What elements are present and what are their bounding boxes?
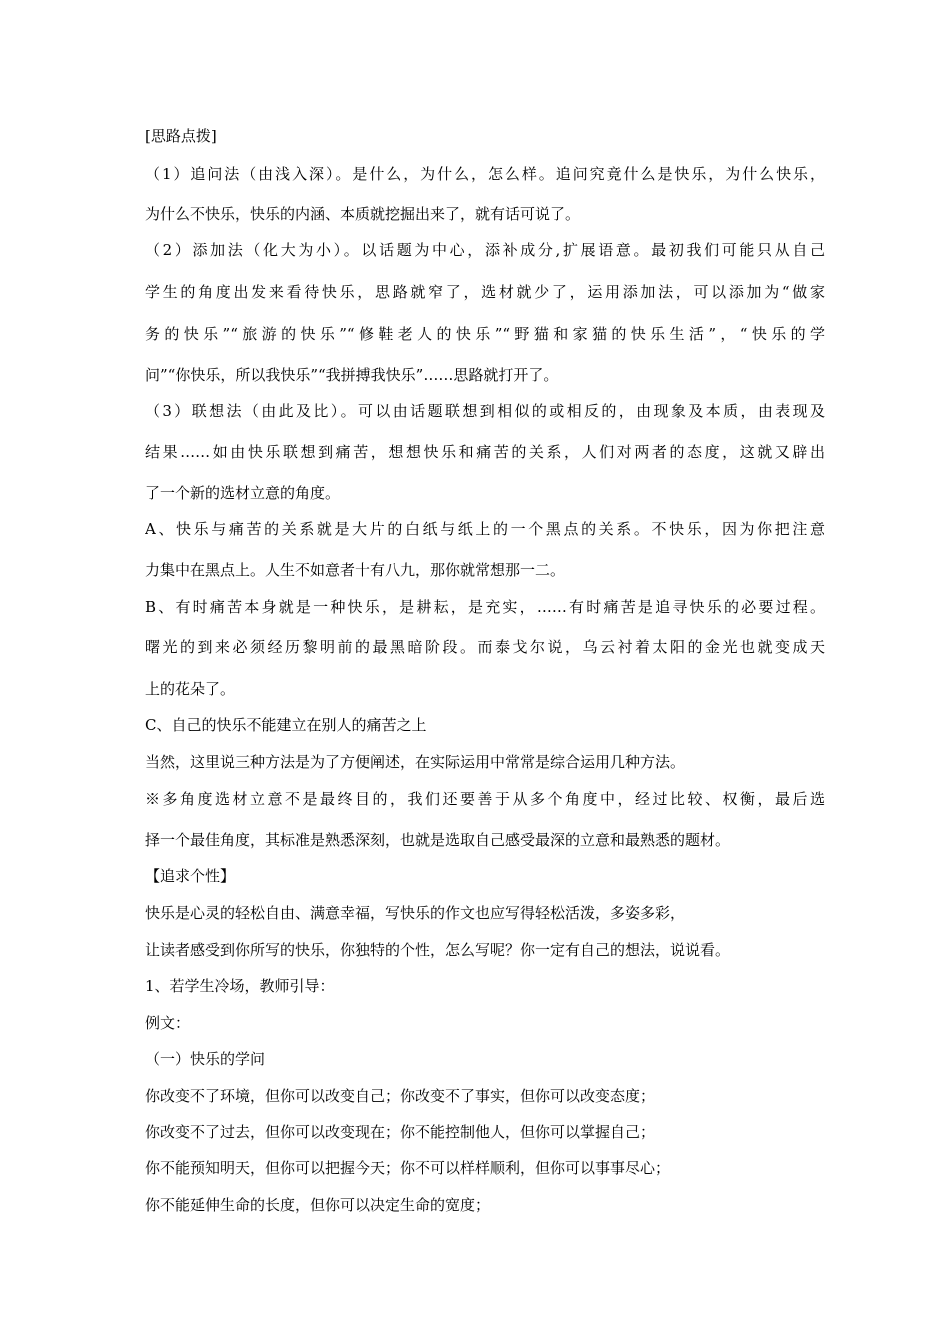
paragraph-line: 结果……如由快乐联想到痛苦，想想快乐和痛苦的关系，人们对两者的态度，这就又辟出 [145,443,825,461]
paragraph-line: 力集中在黑点上。人生不如意者十有八九，那你就常想那一二。 [145,561,566,579]
paragraph-line: 问”“你快乐，所以我快乐”“我拼搏我快乐”……思路就打开了。 [145,366,559,384]
paragraph-line: C、自己的快乐不能建立在别人的痛苦之上 [145,716,427,734]
paragraph-line: 务的快乐”“旅游的快乐”“修鞋老人的快乐”“野猫和家猫的快乐生活”，“快乐的学 [145,325,825,343]
paragraph-line: （3）联想法（由此及比）。可以由话题联想到相似的或相反的，由现象及本质，由表现及 [145,402,825,420]
paragraph-line: 1、若学生冷场，教师引导： [145,977,335,995]
paragraph-line: 上的花朵了。 [145,680,236,698]
paragraph-line: B、有时痛苦本身就是一种快乐，是耕耘，是充实，……有时痛苦是追寻快乐的必要过程。 [145,598,825,616]
paragraph-line: 你不能延伸生命的长度，但你可以决定生命的宽度； [145,1196,491,1214]
section-heading-pursue-individuality: 【追求个性】 [145,867,236,885]
paragraph-line: 你不能预知明天，但你可以把握今天；你不可以样样顺利，但你可以事事尽心； [145,1159,671,1177]
paragraph-line: 学生的角度出发来看待快乐，思路就窄了，选材就少了，运用添加法，可以添加为“做家 [145,283,825,301]
paragraph-line: 让读者感受到你所写的快乐，你独特的个性，怎么写呢？你一定有自己的想法，说说看。 [145,941,731,959]
paragraph-line: 你改变不了过去，但你可以改变现在；你不能控制他人，但你可以掌握自己； [145,1123,656,1141]
paragraph-line: A、快乐与痛苦的关系就是大片的白纸与纸上的一个黑点的关系。不快乐，因为你把注意 [145,520,825,538]
paragraph-line: （2）添加法（化大为小）。以话题为中心，添补成分,扩展语意。最初我们可能只从自己 [145,241,825,259]
paragraph-line: 择一个最佳角度，其标准是熟悉深刻，也就是选取自己感受最深的立意和最熟悉的题材。 [145,831,731,849]
paragraph-line: 快乐是心灵的轻松自由、满意幸福，写快乐的作文也应写得轻松活泼，多姿多彩， [145,904,686,922]
paragraph-line: 你改变不了环境，但你可以改变自己；你改变不了事实，但你可以改变态度； [145,1087,656,1105]
paragraph-line: （1）追问法（由浅入深）。是什么，为什么，怎么样。追问究竟什么是快乐，为什么快乐， [145,165,825,183]
paragraph-line: 例文： [145,1014,191,1032]
section-heading-thinking-tips: [思路点拨] [145,127,217,145]
paragraph-line: 了一个新的选材立意的角度。 [145,484,341,502]
paragraph-line: 为什么不快乐，快乐的内涵、本质就挖掘出来了，就有话可说了。 [145,205,581,223]
paragraph-line: ※多角度选材立意不是最终目的，我们还要善于从多个角度中，经过比较、权衡，最后选 [145,790,825,808]
paragraph-line: 当然，这里说三种方法是为了方便阐述，在实际运用中常常是综合运用几种方法。 [145,753,686,771]
paragraph-line: 曙光的到来必须经历黎明前的最黑暗阶段。而泰戈尔说，乌云衬着太阳的金光也就变成天 [145,638,825,656]
example-title: （一）快乐的学问 [145,1050,266,1068]
